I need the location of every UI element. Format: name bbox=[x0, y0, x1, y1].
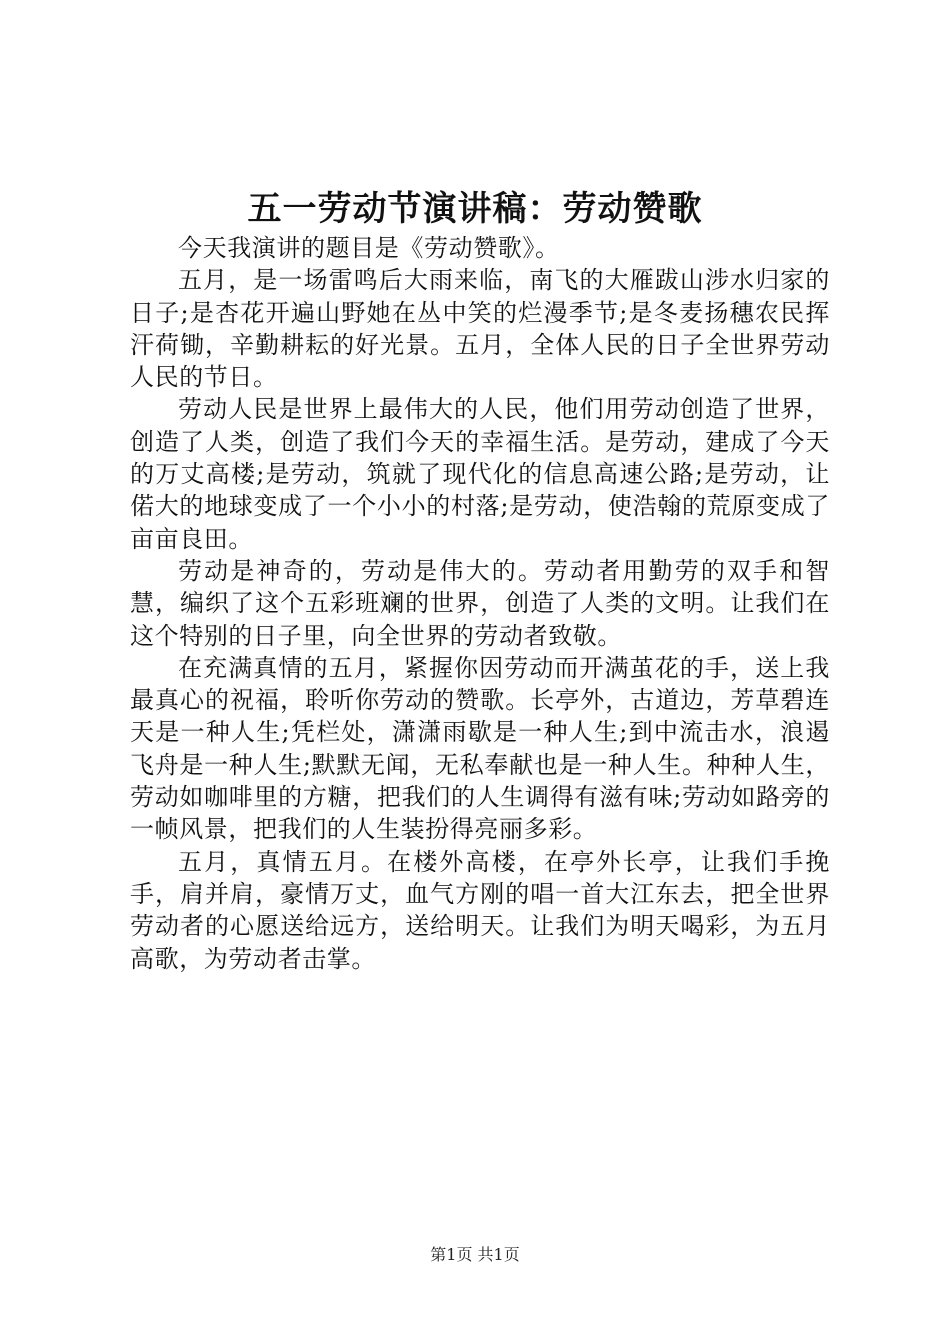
paragraph-6: 五月，真情五月。在楼外高楼，在亭外长亭，让我们手挽手，肩并肩，豪情万丈，血气方刚的唱一首大江东去，把全世界劳动者的心愿送给远方，送给明天。让我们为明天喝彩，为五月高歌，为劳动者击掌。 bbox=[130, 847, 830, 973]
document-body bbox=[130, 232, 830, 975]
paragraph-4: 劳动是神奇的，劳动是伟大的。劳动者用勤劳的双手和智慧，编织了这个五彩班斓的世界，创造了人类的文明。让我们在这个特别的日子里，向全世界的劳动者致敬。 bbox=[130, 556, 830, 650]
page-footer: 第1页 共1页 bbox=[430, 1245, 520, 1264]
paragraph-5: 在充满真情的五月，紧握你因劳动而开满茧花的手，送上我最真心的祝福，聆听你劳动的赞歌。长亭外，古道边，芳草碧连天是一种人生;凭栏处，潇潇雨歇是一种人生;到中流击水，浪遏飞舟是一种人生;默默无闻，无私奉献也是一种人生。种种人生，劳动如咖啡里的方糖，把我们的人生调得有滋有味;劳动如路旁的一帧风景，把我们的人生装扮得亮丽多彩。 bbox=[130, 653, 830, 844]
paragraph-2: 五月，是一场雷鸣后大雨来临，南飞的大雁跋山涉水归家的日子;是杏花开遍山野她在丛中笑的烂漫季节;是冬麦扬穗农民挥汗荷锄，辛勤耕耘的好光景。五月，全体人民的日子全世界劳动人民的节日。 bbox=[130, 266, 830, 392]
paragraph-3: 劳动人民是世界上最伟大的人民，他们用劳动创造了世界，创造了人类，创造了我们今天的幸福生活。是劳动，建成了今天的万丈高楼;是劳动，筑就了现代化的信息高速公路;是劳动，让偌大的地球变成了一个小小的村落;是劳动，使浩翰的荒原变成了亩亩良田。 bbox=[130, 395, 830, 553]
paragraph-1: 今天我演讲的题目是《劳动赞歌》。 bbox=[178, 234, 560, 262]
document-title: 五一劳动节演讲稿：劳动赞歌 bbox=[247, 189, 703, 229]
